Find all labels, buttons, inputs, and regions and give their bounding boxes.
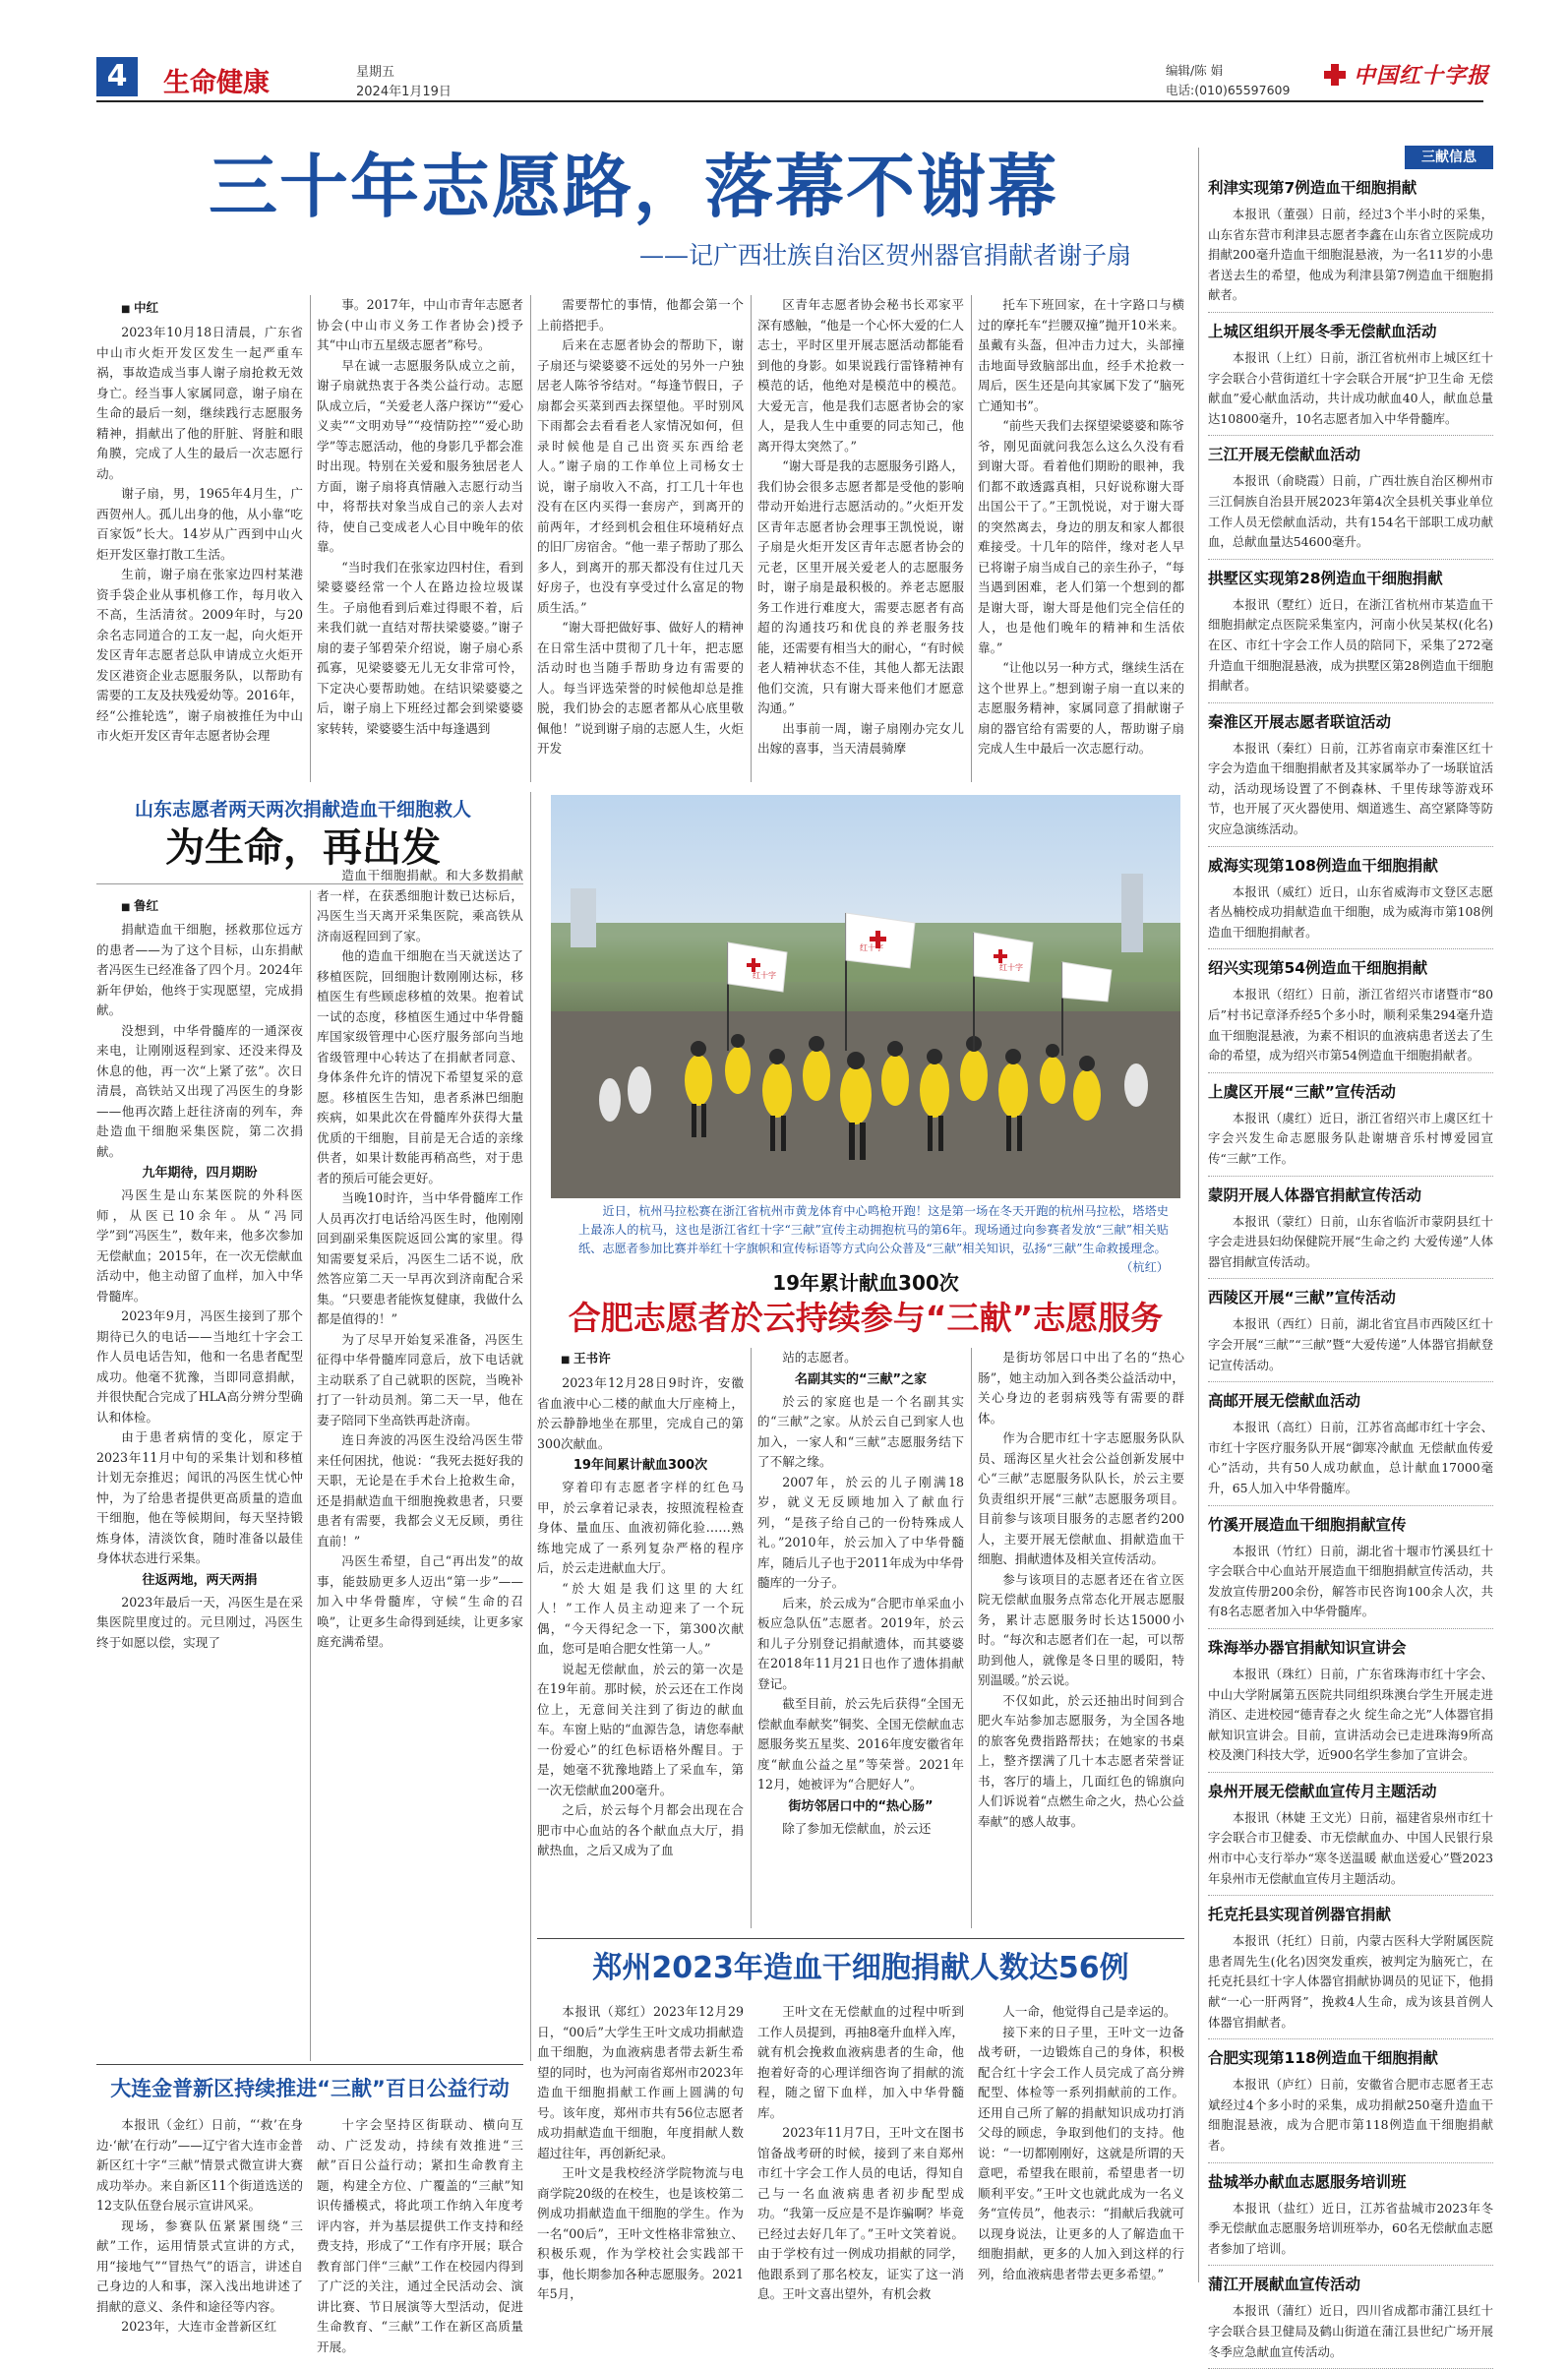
news-brief-title: 威海实现第108例造血干细胞捐献	[1208, 856, 1438, 875]
news-brief-item	[1208, 1904, 1493, 2039]
paragraph: 2023年最后一天，冯医生是在采集医院里度过的。元旦刚过，冯医生终于如愿以偿，实现了	[96, 1594, 303, 1650]
paragraph: 连日奔波的冯医生没给冯医生带来任何困扰，他说：“我死去挺好我的天职，无论是在手术台上抢救生命，还是捐献造血干细胞挽救患者，只要患者有需要，我都会义无反顾，勇往直前！”	[317, 1432, 523, 1549]
lead-column-3	[537, 295, 744, 782]
hefei-text-c	[757, 1348, 964, 1368]
news-brief-body: 本报讯（上红）日前，浙江省杭州市上城区红十字会联合小营街道红十字会联合开展“护卫生命 无偿献血”爱心献血活动，共计成功献血40人，献血总量达10800毫升，10名志愿者加入中华骨髓库。	[1208, 349, 1493, 426]
lead-byline: ■ 中红	[121, 297, 303, 321]
paragraph: 他的造血干细胞在当天就送达了移植医院，回细胞计数刚刚达标，移植医生有些顾虑移植的效果。抱着试一试的态度，移植医生通过中华骨髓库国家级管理中心医疗服务部向当地省级管理中心转达了在捐献者同意、身体条件允许的情况下希望复采的意愿。移植医生告知，患者系淋巴细胞疾病，如果此次在骨髓库外获得大量优质的干细胞，目前是无合适的亲缘供者，如果计数能再稍高些，对于患者的预后可能会更好。	[317, 948, 523, 1185]
paragraph: 2023年，大连市金普新区红	[121, 2319, 277, 2334]
shandong-subhead-2: 往返两地，两天两捐	[142, 1572, 258, 1588]
hefei-kicker: 19年累计献血300次	[772, 1271, 959, 1295]
news-brief-list	[1208, 169, 1493, 2359]
news-brief-item	[1208, 1781, 1493, 1896]
paragraph: 於云的家庭也是一个名副其实的“三献”之家。从於云自己到家人也加入，一家人和“三献”志愿服务结下了不解之缘。	[757, 1393, 964, 1469]
photo-flag-text: 红十字	[860, 943, 883, 952]
paragraph: 事。2017年，中山市青年志愿者协会(中山市义务工作者协会)授予其“中山市五星级志愿者”称号。	[317, 297, 523, 352]
news-brief-header: 三献信息	[1405, 146, 1493, 169]
column-divider	[310, 295, 311, 782]
news-brief-body: 本报讯（蒲红）近日，四川省成都市蒲江县红十字会联合县卫健局及鹤山街道在蒲江县世纪广场开展冬季应急献血宣传活动。	[1208, 2303, 1493, 2359]
paragraph: 十字会坚持区街联动、横向互动、广泛发动，持续有效推进“三献”百日公益行动；紧扣生命教育主题，构建全方位、广覆盖的“三献”知识传播模式，将此项工作纳入年度考评内容，并为基层提供工作支持和经费支持，形成了“工作有序开展；联合教育部门伴“三献”工作在校园内得到了广泛的关注，通过全民活动会、演讲比赛、节日展演等大型活动，促进生命教育、“三献”工作在新区高质量开展。	[317, 2117, 523, 2354]
column-divider	[971, 295, 972, 782]
news-brief-title: 高邮开展无偿献血活动	[1208, 1392, 1361, 1411]
hefei-column-3	[978, 1348, 1184, 1928]
lead-title: 三十年志愿路，落幕不谢幕	[209, 147, 1058, 227]
news-brief-body: 本报讯（蒙红）日前，山东省临沂市蒙阴县红十字会走进县妇幼保健院开展“生命之约 大爱传递”人体器官捐献宣传活动。	[1208, 1213, 1493, 1269]
shandong-kicker: 山东志愿者两天两次捐献造血干细胞救人	[134, 799, 471, 820]
lead-column-5	[978, 295, 1184, 782]
hefei-text-b	[537, 1478, 744, 1861]
paragraph: 早在诚一志愿服务队成立之前，谢子扇就热衷于各类公益行动。志愿队成立后，“关爱老人落户探访”“爱心义卖”“文明劝导”“疫情防控”“爱心助学”等志愿活动，他的身影几乎都会准时出现。特别在关爱和服务独居老人方面，谢子扇将真情融入志愿行动当中，将帮扶对象当成自己的亲人去对待，使自己变成老人心目中晚年的依靠。	[317, 357, 523, 554]
dalian-title: 大连金普新区持续推进“三献”百日公益行动	[110, 2077, 510, 2100]
paragraph: 2023年12月28日9时许，安徽省血液中心二楼的献血大厅座椅上，於云静静地坐在那里，完成自己的第300次献血。	[537, 1375, 744, 1451]
news-brief-item	[1208, 2047, 1493, 2162]
shandong-column-2	[317, 866, 523, 2061]
hefei-byline: ■ 王书许	[561, 1348, 611, 1371]
news-brief-body: 本报讯（竹红）日前，湖北省十堰市竹溪县红十字会联合中心血站开展造血干细胞捐献宣传活动，共发放宣传册200余份，解答市民咨询100余人次，共有8名志愿者加入中华骨髓库。	[1208, 1543, 1493, 1619]
news-brief-title: 秦淮区开展志愿者联谊活动	[1208, 712, 1392, 731]
paragraph: 之后，於云每个月都会出现在合肥市中心血站的各个献血点大厅，捐献热血，之后又成为了血	[537, 1802, 744, 1857]
paragraph: 2023年9月，冯医生接到了那个期待已久的电话——当地红十字会工作人员电话告知，他和一名患者配型成功。他毫不犹豫，当即同意捐献，并很快配合完成了HLA高分辨分型确认和体检。	[96, 1308, 303, 1425]
shandong-subhead-1: 九年期待，四月期盼	[142, 1166, 258, 1181]
column-divider	[310, 890, 311, 2061]
paragraph: 造血干细胞捐献。和大多数捐献者一样，在获悉细胞计数已达标后，冯医生当天离开采集医院，乘高铁从济南返程回到了家。	[317, 868, 523, 943]
news-brief-item	[1208, 1184, 1493, 1280]
news-brief-item	[1208, 1514, 1493, 1629]
paragraph: 除了参加无偿献血，於云还	[782, 1820, 932, 1836]
paragraph: 穿着印有志愿者字样的红色马甲，於云拿着记录表，按照流程检查身体、量血压、血液初筛化验……熟练地完成了一系列复杂严格的程序后，於云走进献血大厅。	[537, 1480, 744, 1575]
news-brief-item	[1208, 2274, 1493, 2369]
paragraph: “谢大哥把做好事、做好人的精神在日常生活中贯彻了几十年，把志愿活动时也当随手帮助身边有需要的人。每当评选荣誉的时候他却总是推脱，我们协会的志愿者都从心底里敬佩他！”说到谢子扇的志愿人生，火炬开发	[537, 620, 744, 756]
paragraph: 当晚10时许，当中华骨髓库工作人员再次打电话给冯医生时，他刚刚回到副采集医院返回公寓的家里。得知需要复采后，冯医生二话不说，欣然答应第二天一早再次到济南配合采集。“只要患者能恢复健康，我做什么都是值得的！”	[317, 1190, 523, 1326]
paragraph: 王叶文在无偿献血的过程中听到工作人员提到，再抽8毫升血样入库，就有机会挽救血液病患者的生命，他抱着好奇的心理详细咨询了捐献的流程，随之留下血样，加入中华骨髓库。	[757, 2004, 964, 2120]
lead-column-2	[317, 295, 523, 782]
paragraph: 参与该项目的志愿者还在省立医院无偿献血服务点常态化开展志愿服务，累计志愿服务时长达15000小时。“每次和志愿者们在一起，可以帮助到他人，就像是冬日里的暖阳，特别温暖。”於云说。	[978, 1571, 1184, 1687]
news-brief-item	[1208, 957, 1493, 1072]
news-brief-item	[1208, 855, 1493, 950]
paragraph: 2007年，於云的儿子刚满18岁，就义无反顾地加入了献血行列，“是孩子给自己的一份特殊成人礼。”2010年，於云加入了中华骨髓库，随后儿子也于2011年成为中华骨髓库的一分子。	[757, 1474, 964, 1590]
column-divider	[751, 1348, 752, 1928]
red-cross-icon	[1322, 62, 1348, 88]
photo-caption: 近日，杭州马拉松赛在浙江省杭州市黄龙体育中心鸣枪开跑！这是第一场在冬天开跑的杭州马拉松，塔塔史上最冻人的杭马，这也是浙江省红十字“三献”宣传主动拥抱杭马的第6年。现场通过向参赛者发放“三献”相关贴纸、志愿者参加比赛并举红十字旗帜和宣传标语等方式向公众普及“三献”相关知识，弘扬“三献”生命救援理念。 （杭红）	[578, 1202, 1169, 1277]
paragraph: 谢子扇，男，1965年4月生，广西贺州人。孤儿出身的他，从小靠“吃百家饭”长大。14岁从广西到中山火炬开发区靠打散工生活。	[96, 486, 303, 562]
hefei-subhead-2: 名副其实的“三献”之家	[794, 1371, 928, 1387]
marathon-scene	[551, 795, 1180, 1198]
paragraph: “於大姐是我们这里的大红人！”工作人员主动迎来了一个玩偶，“今天得纪念一下，第300次献血，您可是咱合肥女性第一人。”	[537, 1580, 744, 1656]
paragraph: 本报讯（金红）日前，“‘救’在身边·‘献’在行动”——辽宁省大连市金普新区红十字“三献”情景式微宣讲大赛成功举办。来自新区11个街道选送的12支队伍登台展示宣讲风采。	[96, 2117, 303, 2213]
news-brief-title: 蒙阴开展人体器官捐献宣传活动	[1208, 1185, 1422, 1204]
issue-weekday: 星期五	[356, 65, 395, 80]
editor-phone: 电话:(010)65597609	[1166, 83, 1291, 97]
zhengzhou-column-1	[537, 2002, 744, 2317]
paragraph: 人一命，他觉得自己是幸运的。	[1002, 2004, 1176, 2019]
news-brief-body: 本报讯（高红）日前，江苏省高邮市红十字会、市红十字医疗服务队开展“御寒冷献血 无偿献血传爱心”活动，共有50人成功献血，总计献血17000毫升，65人加入中华骨髓库。	[1208, 1420, 1493, 1495]
news-brief-title: 珠海举办器官捐献知识宣讲会	[1208, 1638, 1407, 1657]
paragraph: 冯医生希望，自己“再出发”的故事，能鼓励更多人迈出“第一步”——加入中华骨髓库，守候“生命的召唤”，让更多生命得到延续，让更多家庭充满希望。	[317, 1553, 523, 1649]
zhengzhou-column-2	[757, 2002, 964, 2317]
shandong-title: 为生命，再出发	[165, 825, 441, 871]
photo-flag-text: 红十字	[753, 971, 776, 980]
page-number-box: 4	[96, 57, 138, 96]
hefei-title: 合肥志愿者於云持续参与“三献”志愿服务	[568, 1299, 1164, 1337]
shandong-text-b	[96, 1185, 303, 1569]
section-rule	[96, 2064, 523, 2065]
masthead-rule	[96, 100, 1483, 102]
zhengzhou-column-3	[978, 2002, 1184, 2317]
paragraph: 后来在志愿者协会的帮助下，谢子扇还与梁婆婆不远处的另外一户独居老人陈爷爷结对。“每逢节假日，子扇都会买菜到西去探望他。平时别风下雨都会去看看老人家情况如何，但录时候他是自己出资买东西给老人。”谢子扇的工作单位上司杨女士说，谢子扇收入不高，打工几十年也没有在区内买得一套房产，到离开的前两年，才经到机会租住环境稍好点的旧厂房宿舍。“他一辈子帮助了那么多人，到离开的那天都没有住过几天好房子，也没有享受过什么富足的物质生活。”	[537, 337, 744, 615]
shandong-text-a	[96, 920, 303, 1162]
news-brief-body: 本报讯（林婕 王文光）日前，福建省泉州市红十字会联合市卫健委、市无偿献血办、中国人民银行泉州市中心支行举办“寒冬送温暖 献血送爱心”暨2023年泉州市无偿献血宣传月主题活动。	[1208, 1809, 1493, 1886]
news-brief-body: 本报讯（俞晓霞）日前，广西壮族自治区柳州市三江侗族自治县开展2023年第4次全县机关事业单位工作人员无偿献血活动，共有154名干部职工成功献血，总献血量达54600毫升。	[1208, 473, 1493, 550]
column-divider	[530, 295, 531, 782]
dalian-column-2	[317, 2115, 523, 2354]
news-brief-title: 拱墅区实现第28例造血干细胞捐献	[1208, 569, 1443, 587]
paragraph: 托车下班回家，在十字路口与横过的摩托车“拦腰双撞”抛开10米来。虽戴有头盔，但冲击力过大，头部撞击地面导致脑部出血，经手术抢救一周后，医生还是向其家属下发了“脑死亡通知书”。	[978, 297, 1184, 413]
paragraph: 由于患者病情的变化，原定于2023年11月中旬的采集计划和移植计划无奈推迟；闻讯的冯医生忧心忡忡，为了给患者提供更高质量的造血干细胞，他在等候期间，每天坚持锻炼身体，清淡饮食，随时准备以最佳身体状态进行采集。	[96, 1429, 303, 1565]
news-brief-item	[1208, 1637, 1493, 1773]
news-brief-title: 西陵区开展“三献”宣传活动	[1208, 1289, 1396, 1307]
hefei-subhead-1: 19年间累计献血300次	[573, 1458, 708, 1473]
paragraph: 站的志愿者。	[782, 1350, 857, 1365]
news-brief-body: 本报讯（虞红）近日，浙江省绍兴市上虞区红十字会兴发生命志愿服务队赴谢塘音乐村博爱园宣传“三献”工作。	[1208, 1110, 1493, 1166]
news-brief-body: 本报讯（盐红）近日，江苏省盐城市2023年冬季无偿献血志愿服务培训班举办，60名无偿献血志愿者参加了培训。	[1208, 2200, 1493, 2256]
news-brief-body: 本报讯（珠红）日前，广东省珠海市红十字会、中山大学附属第五医院共同组织珠澳台学生开展走进消区、走进校园“德青春之火 绽生命之光”人体器官捐献知识宣讲会。目前，宣讲活动会已走进珠海9所高校及澳门科技大学，近900名学生参加了宣讲会。	[1208, 1666, 1493, 1763]
news-brief-title: 利津实现第7例造血干细胞捐献	[1208, 179, 1417, 197]
paragraph: 本报讯（郑红）2023年12月29日，“00后”大学生王叶文成功捐献造血干细胞，为血液病患者带去新生希望的同时，也为河南省郑州市2023年造血干细胞捐献工作画上圆满的句号。该年度，郑州市共有56位志愿者成功捐献造血干细胞，年度捐献人数超过往年，再创新纪录。	[537, 2004, 744, 2160]
paragraph: 是街坊邻居口中出了名的“热心肠”，她主动加入到各类公益活动中，关心身边的老弱病残等有需要的群体。	[978, 1350, 1184, 1426]
news-brief-item	[1208, 1390, 1493, 1505]
lead-column-1	[96, 323, 303, 770]
news-brief-body: 本报讯（西红）日前，湖北省宜昌市西陵区红十字会开展“三献”“三献”暨“大爱传递”人体器官捐献登记宣传活动。	[1208, 1316, 1493, 1372]
news-brief-body: 本报讯（托红）日前，内蒙古医科大学附属医院患者周先生(化名)因突发重疾，被判定为脑死亡，在托克托县红十字人体器官捐献协调员的见证下，他捐献“一心一肝两肾”，挽救4人生命，成为该县首例人体器官捐献者。	[1208, 1933, 1493, 2030]
right-column-divider	[1198, 148, 1199, 2282]
shandong-column-1	[96, 920, 303, 2041]
news-brief-title: 蒲江开展献血宣传活动	[1208, 2276, 1361, 2294]
news-brief-item	[1208, 321, 1493, 436]
news-brief-title: 合肥实现第118例造血干细胞捐献	[1208, 2049, 1438, 2068]
paragraph: 需要帮忙的事情，他都会第一个上前搭把手。	[537, 297, 744, 333]
hefei-text-e	[757, 1819, 964, 1840]
column-divider	[971, 1348, 972, 1928]
marathon-photo	[551, 795, 1180, 1198]
paragraph: 生前，谢子扇在张家边四村某港资手袋企业从事机修工作，每月收入不高，生活清贫。2009年时，与20余名志同道合的工友一起，向火炬开发区青年志愿者总队申请成立火炬开发区港资企业志愿服务队，以帮助有需要的工友及扶残爱幼等。2016年，经“公推轮选”，谢子扇被推任为中山市火炬开发区青年志愿者协会理	[96, 567, 303, 743]
lead-column-4	[757, 295, 964, 782]
paragraph: “谢大哥是我的志愿服务引路人，我们协会很多志愿者都是受他的影响带动开始进行志愿活动的。”火炬开发区青年志愿者协会理事王凯悦说，谢子扇是火炬开发区青年志愿者协会的元老，区里开展关爱老人的志愿服务时，谢子扇是最积极的。养老志愿服务工作进行难度大，需要志愿者有高超的沟通技巧和优良的养老服务技能，还需要有相当大的耐心，“有时候老人精神状态不佳，其他人都无法跟他们交流，只有谢大哥来他们才愿意沟通。”	[757, 458, 964, 715]
paragraph: 不仅如此，於云还抽出时间到合肥火车站参加志愿服务，为全国各地的旅客免费指路帮扶；在她家的书桌上，整齐摆满了几十本志愿者荣誉证书，客厅的墙上，几面红色的锦旗向人们诉说着“点燃生命之火，热心公益奉献”的感人故事。	[978, 1692, 1184, 1829]
paragraph: 截至目前，於云先后获得“全国无偿献血奉献奖”铜奖、全国无偿献血志愿服务奖五星奖、2016年度安徽省年度“献血公益之星”等荣誉。2021年12月，她被评为“合肥好人”。	[757, 1696, 964, 1792]
news-brief-body: 本报讯（墅红）近日，在浙江省杭州市某造血干细胞捐献定点医院采集室内，河南小伙吴某权(化名)在区、市红十字会工作人员的陪同下，采集了272毫升造血干细胞混悬液，成为拱墅区第28例造血干细胞捐献者。	[1208, 596, 1493, 694]
news-brief-body: 本报讯（威红）近日，山东省威海市文登区志愿者丛楠校成功捐献造血干细胞，成为威海市第108例造血干细胞捐献者。	[1208, 883, 1493, 940]
column-divider	[751, 295, 752, 782]
paragraph: 现场，参赛队伍紧紧围绕“三献”工作，运用情景式宣讲的方式，用“接地气”“冒热气”的语言，讲述自己身边的人和事，深入浅出地讲述了捐献的意义、条件和途径等内容。	[96, 2217, 303, 2314]
shandong-byline: ■ 鲁红	[121, 895, 158, 919]
paragraph: 王叶文是我校经济学院物流与电商学院20级的在校生，也是该校第二例成功捐献造血干细胞的学生。作为一名“00后”，王叶文性格非常独立、积极乐观，作为学校社会实践部干事，他长期参加各种志愿服务。2021年5月，	[537, 2165, 744, 2301]
paragraph: 2023年10月18日清晨，广东省中山市火炬开发区发生一起严重车祸，事故造成当事人谢子扇抢救无效身亡。经当事人家属同意，谢子扇在生命的最后一刻，继续践行志愿服务精神，捐献出了他的肝脏、肾脏和眼角膜，完成了人生的最后一次志愿行动。	[96, 325, 303, 481]
news-brief-title: 托克托县实现首例器官捐献	[1208, 1906, 1392, 1924]
news-brief-item	[1208, 2171, 1493, 2267]
lead-subtitle: ——记广西壮族自治区贺州器官捐献者谢子扇	[638, 241, 1131, 270]
hefei-subhead-3: 街坊邻居口中的“热心肠”	[788, 1798, 934, 1814]
news-brief-item	[1208, 1081, 1493, 1177]
photo-flag-text: 红十字	[999, 963, 1023, 972]
paragraph: “前些天我们去探望梁婆婆和陈爷爷，刚见面就问我怎么这么久没有看到谢大哥。看着他们期盼的眼神，我们都不敢透露真相，只好说称谢大哥出国公干了。”王凯悦说，对于谢大哥的突然离去，身边的朋友和家人都很难接受。十几年的陪伴，缘对老人早已将谢子扇当成自己的亲生孙子，“每当遇到困难，老人们第一个想到的都是谢大哥，谢大哥是他们完全信任的人，也是他们晚年的精神和生活依靠。”	[978, 418, 1184, 655]
news-brief-title: 泉州开展无偿献血宣传月主题活动	[1208, 1782, 1437, 1800]
news-brief-item	[1208, 568, 1493, 703]
paragraph: 接下来的日子里，王叶文一边备战考研，一边锻炼自己的身体，积极配合红十字会工作人员完成了高分辨配型、体检等一系列捐献前的工作。还用自己所了解的捐献知识成功打消父母的顾虑，争取到他们的支持。他说：“一切都刚刚好，这就是所谓的天意吧，希望我在眼前，希望患者一切顺利平安。”王叶文也就此成为一名义务“宣传员”，他表示：“捐献后我就可以现身说法，让更多的人了解造血干细胞捐献，更多的人加入到这样的行列，给血液病患者带去更多希望。”	[978, 2024, 1184, 2281]
news-brief-body: 本报讯（秦红）日前，江苏省南京市秦淮区红十字会为造血干细胞捐献者及其家属举办了一场联谊活动，活动现场设置了不倒森林、千里传球等游戏环节，也开展了灭火器使用、烟道逃生、高空紧降等防灾应急演练活动。	[1208, 740, 1493, 837]
section-name: 生命健康	[163, 68, 270, 98]
news-brief-item	[1208, 711, 1493, 847]
hefei-column-1	[537, 1373, 744, 1929]
paragraph: 冯医生是山东某医院的外科医师，从医已10余年。从“冯同学”到“冯医生”，数年来，他多次参加无偿献血；2015年，在一次无偿献血活动中，他主动留了血样，加入中华骨髓库。	[96, 1187, 303, 1304]
editor-credit: 编辑/陈 娟	[1166, 63, 1224, 78]
photo-credit: （杭红）	[1120, 1260, 1169, 1274]
news-brief-item	[1208, 1287, 1493, 1382]
hefei-text-d	[757, 1392, 964, 1795]
news-brief-title: 三江开展无偿献血活动	[1208, 446, 1361, 464]
news-brief-title: 盐城举办献血志愿服务培训班	[1208, 2172, 1407, 2191]
news-brief-body: 本报讯（董强）日前，经过3个半小时的采集，山东省东营市利津县志愿者李鑫在山东省立医院成功捐献200毫升造血干细胞混悬液，为一名11岁的小患者送去生的希望，他成为利津县第7例造血干细胞捐献者。	[1208, 207, 1493, 303]
paragraph: “当时我们在张家边四村住，看到梁婆婆经常一个人在路边捡垃圾谋生。子扇他看到后难过得眼不着，后来我们就一直结对帮扶梁婆婆。”谢子扇的妻子邹碧荣介绍说，谢子扇心系孤寡，见梁婆婆无儿无女非常可怜，下定决心要帮助她。在结识梁婆婆之后，谢子扇上下班经过都会到梁婆婆家转转，梁婆婆生活中每逢遇到	[317, 559, 523, 736]
issue-date: 2024年1月19日	[356, 85, 452, 99]
news-brief-item	[1208, 444, 1493, 559]
news-brief-title: 上虞区开展“三献”宣传活动	[1208, 1082, 1396, 1101]
paragraph: 为了尽早开始复采准备，冯医生征得中华骨髓库同意后，放下电话就主动联系了自己就职的医院，当晚补打了一针动员剂。第二天一早，他在妻子陪同下坐高铁再赴济南。	[317, 1331, 523, 1427]
paragraph: 没想到，中华骨髓库的一通深夜来电，让刚刚返程到家、还没来得及休息的他，再一次“上紧了弦”。次日清晨，高铁站又出现了冯医生的身影——他再次踏上赶往济南的列车，奔赴造血干细胞采集医院，第二次捐献。	[96, 1022, 303, 1159]
paragraph: 区青年志愿者协会秘书长邓家平深有感触，“他是一个心怀大爱的仁人志士，平时区里开展志愿活动都能看到他的身影。如果说践行雷锋精神有模范的话，他绝对是模范中的模范。大爱无言，他是我们志愿者协会的家人，是我人生中重要的同志知己，他离开得太突然了。”	[757, 297, 964, 454]
news-brief-title: 绍兴实现第54例造血干细胞捐献	[1208, 959, 1428, 978]
paragraph: 捐献造血干细胞，拯救那位远方的患者——为了这个目标，山东捐献者冯医生已经准备了四个月。2024年新年伊始，他终于实现愿望，完成捐献。	[96, 922, 303, 1017]
paragraph: 出事前一周，谢子扇刚办完女儿出嫁的喜事，当天清晨骑摩	[757, 720, 964, 756]
hefei-text-a	[537, 1373, 744, 1454]
section-rule	[537, 1938, 1184, 1939]
news-brief-title: 上城区组织开展冬季无偿献血活动	[1208, 322, 1437, 340]
paragraph: 说起无偿献血，於云的第一次是在19年前。那时候，於云还在工作岗位上，无意间关注到了街边的献血车。车窗上贴的“血源告急，请您奉献一份爱心”的红色标语格外醒目。于是，她毫不犹豫地踏上了采血车，第一次无偿献血200毫升。	[537, 1661, 744, 1797]
column-divider	[530, 792, 531, 2061]
news-brief-item	[1208, 177, 1493, 313]
newspaper-logo: 中国红十字报	[1322, 59, 1489, 90]
news-brief-title: 竹溪开展造血干细胞捐献宣传	[1208, 1515, 1407, 1534]
news-brief-body: 本报讯（绍红）日前，浙江省绍兴市诸暨市“80后”村书记章泽乔经5个多小时，顺利采集294毫升造血干细胞混悬液，为素不相识的血液病患者送去了生命的希望，成为绍兴市第54例造血干细胞捐献者。	[1208, 987, 1493, 1063]
zhengzhou-title: 郑州2023年造血干细胞捐献人数达56例	[592, 1951, 1129, 1985]
paragraph: 后来，於云成为“合肥市单采血小板应急队伍”志愿者。2019年，於云和儿子分别登记捐献遗体，而其婆婆在2018年11月21日也作了遗体捐献登记。	[757, 1595, 964, 1691]
paragraph: 作为合肥市红十字志愿服务队队员、瑶海区星火社会公益创新发展中心“三献”志愿服务队队长，於云主要负责组织开展“三献”志愿服务项目。目前参与该项目服务的志愿者约200人，主要开展无偿献血、捐献造血干细胞、捐献遗体及相关宣传活动。	[978, 1430, 1184, 1566]
shandong-text-c	[96, 1593, 303, 1654]
paragraph: “让他以另一种方式，继续生活在这个世界上。”想到谢子扇一直以来的志愿服务精神，家属同意了捐献谢子扇的器官给有需要的人，帮助谢子扇完成人生中最后一次志愿行动。	[978, 660, 1184, 756]
dalian-column-1	[96, 2115, 303, 2334]
news-brief-body: 本报讯（庐红）日前，安徽省合肥市志愿者王志斌经过4个多小时的采集，成功捐献250毫升造血干细胞混悬液，成为合肥市第118例造血干细胞捐献者。	[1208, 2077, 1493, 2153]
hefei-column-2	[757, 1348, 964, 1928]
paragraph: 2023年11月7日，王叶文在图书馆备战考研的时候，接到了来自郑州市红十字会工作人员的电话，得知自己与一名血液病患者初步配型成功。“我第一反应是不是诈骗啊？毕竟已经过去好几年了。”王叶文笑着说。由于学校有过一例成功捐献的同学，他跟系到了那名校友，证实了这一消息。王叶文喜出望外，有机会救	[757, 2125, 964, 2301]
